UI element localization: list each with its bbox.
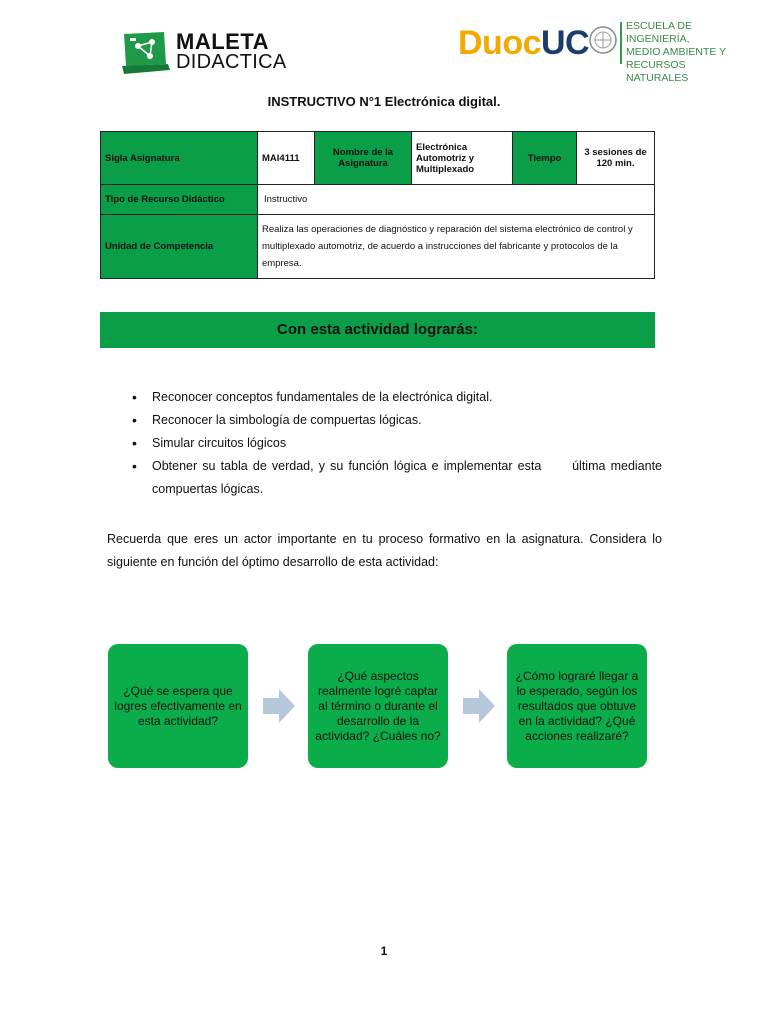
label-subject: Nombre de la Asignatura: [315, 132, 412, 185]
list-item-text: Reconocer la simbología de compuertas lógicas.: [152, 413, 422, 427]
table-row: [101, 132, 655, 185]
subject-name: Electrónica Automotriz y Multiplexado: [412, 132, 513, 185]
bullet-icon: •: [132, 435, 137, 451]
label-time: Tiempo: [513, 132, 577, 185]
logo-line-2: DIDACTICA: [176, 51, 287, 73]
page-number: 1: [380, 944, 388, 958]
duoc-word: Duoc: [458, 24, 541, 62]
bullet-icon: •: [132, 389, 137, 405]
list-item: [128, 409, 662, 432]
uc-word: UC: [541, 24, 590, 62]
list-item-text: Reconocer conceptos fundamentales de la electrónica digital.: [152, 390, 493, 404]
activity-banner: Con esta actividad lograrás:: [100, 312, 655, 348]
school-line-2: MEDIO AMBIENTE Y: [626, 46, 727, 58]
list-item: [128, 455, 662, 478]
table-row: [101, 215, 655, 279]
process-step-1: ¿Qué se espera que logres efectivamente en esta actividad?: [108, 644, 248, 768]
course-info-table: [100, 131, 655, 279]
list-item-continuation: [128, 478, 662, 501]
school-line-1: ESCUELA DE INGENIERÍA,: [626, 20, 692, 45]
competence-unit-value: Realiza las operaciones de diagnóstico y reparación del sistema electrónico de control y multiplexado automotriz, de acuerdo a instrucciones del fabricante y protocolos de la empresa.: [258, 215, 655, 279]
arrow-right-icon: [463, 689, 495, 723]
duoc-uc-logo: [458, 20, 748, 84]
list-item: [128, 386, 662, 409]
school-name: [626, 20, 748, 85]
time-value: 3 sesiones de 120 min.: [577, 132, 655, 185]
list-item-text: Obtener su tabla de verdad, y su función lógica e implementar esta última mediante: [152, 459, 662, 473]
list-item-text: Simular circuitos lógicos: [152, 436, 287, 450]
course-code: MAI4111: [258, 132, 315, 185]
label-sigla: Sigla Asignatura: [101, 132, 258, 185]
process-step-2: ¿Qué aspectos realmente logré captar al término o durante el desarrollo de la actividad? ¿Cuáles no?: [308, 644, 448, 768]
label-competence-unit: Unidad de Competencia: [101, 215, 258, 279]
school-divider: [620, 22, 622, 64]
objectives-list: [128, 386, 662, 501]
maleta-didactica-logo: [120, 29, 287, 78]
label-resource-type: Tipo de Recurso Didáctico: [101, 185, 258, 215]
list-item-text: compuertas lógicas.: [152, 482, 264, 496]
list-item: [128, 432, 662, 455]
laptop-network-icon: [120, 30, 170, 76]
logo-line-1: MALETA: [176, 29, 270, 54]
instruction-paragraph: Recuerda que eres un actor importante en tu proceso formativo en la asignatura. Considera lo siguiente en función del óptimo desarrollo de esta actividad:: [107, 532, 662, 569]
resource-type-value: Instructivo: [258, 185, 655, 215]
maleta-didactica-wordmark: [176, 29, 287, 73]
document-title: INSTRUCTIVO N°1 Electrónica digital.: [267, 94, 501, 109]
process-step-3: ¿Cómo lograré llegar a lo esperado, según los resultados que obtuve en la actividad? ¿Qué acciones realizaré?: [507, 644, 647, 768]
bullet-icon: •: [132, 412, 137, 428]
table-row: [101, 185, 655, 215]
duoc-uc-wordmark: [458, 24, 589, 63]
arrow-right-icon: [263, 689, 295, 723]
school-line-3: RECURSOS NATURALES: [626, 59, 689, 84]
university-seal-icon: [588, 22, 618, 60]
bullet-icon: •: [132, 458, 137, 474]
